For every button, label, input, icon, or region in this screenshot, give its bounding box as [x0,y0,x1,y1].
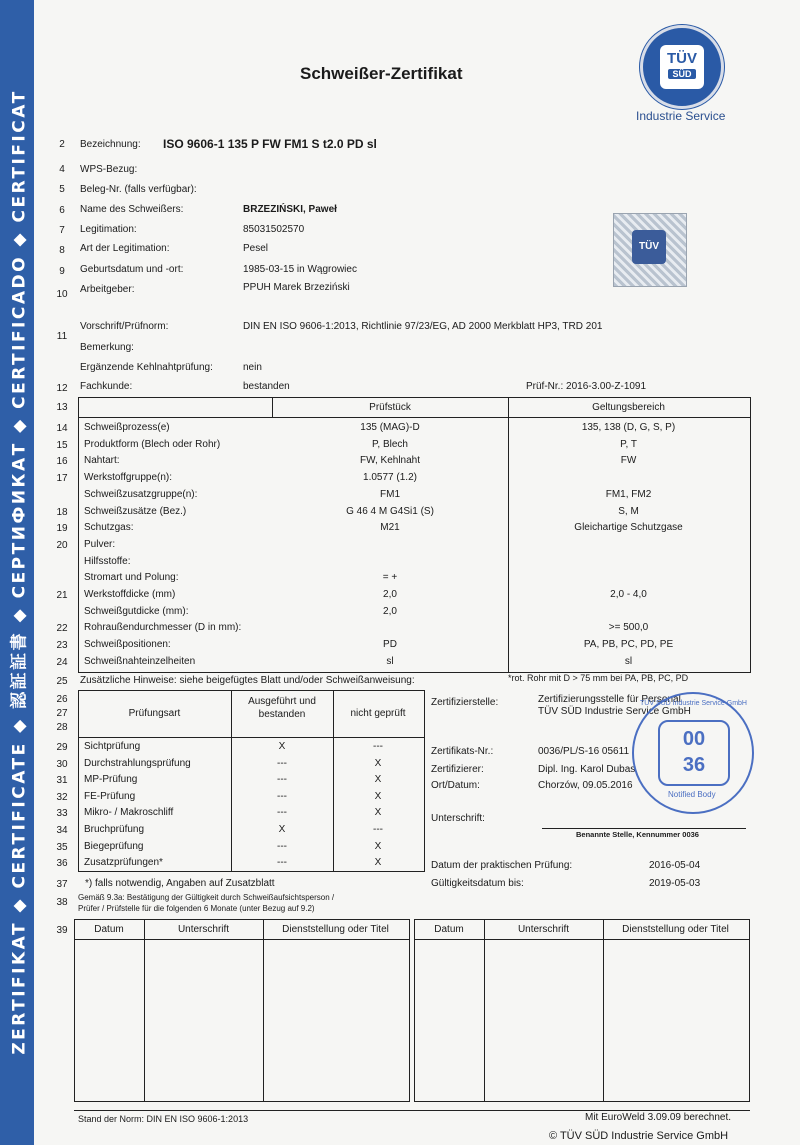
field-label: Bezeichnung: [80,139,141,150]
unterschrift-label: Unterschrift: [431,813,485,824]
pruefung-row-label: Mikro- / Makroschliff [84,807,174,819]
stamp-number-1: 00 [682,728,706,750]
footnote-text: *) falls notwendig, Angaben auf Zusatzblatt [85,878,275,889]
pruefung-cell-nicht-geprueft: X [374,774,382,786]
col-header-nicht-geprueft: nicht geprüft [350,708,406,719]
gueltigkeit-label: Gültigkeitsdatum bis: [431,878,524,889]
table-cell-pruefstueck: sl [386,656,394,667]
field-label: Art der Legitimation: [80,243,170,254]
pruefung-cell-nicht-geprueft: --- [373,741,383,752]
table-divider [603,919,604,1101]
line-number: 36 [56,858,68,870]
table-row-label: Schweißzusätze (Bez.) [84,506,187,517]
pruefung-cell-ausgefuehrt: --- [277,857,287,869]
table-divider [263,919,264,1101]
table-cell-pruefstueck: = + [382,572,398,583]
table-cell-pruefstueck: PD [383,639,397,650]
field-label: Geburtsdatum und -ort: [80,264,184,275]
table-cell-geltungsbereich: sl [624,656,633,667]
table-cell-pruefstueck: M21 [380,522,400,533]
ort-datum-value: Chorzów, 09.05.2016 [538,780,633,791]
stripe-text: ZERTIFIKAT ◆ CERTIFICATE ◆ 認証証書 ◆ СЕРТИФИКАТ ◆ CERTIFICADO ◆ CERTIFICAT [9,89,30,1055]
stamp-bottom-text: Notified Body [668,790,716,799]
stamp-number-box [658,720,730,786]
hologram-seal [613,213,687,287]
pruefung-cell-nicht-geprueft: X [374,807,382,819]
pruefung-cell-nicht-geprueft: --- [373,824,383,835]
logo-service-text: Industrie Service [636,109,726,123]
line-number: 10 [56,289,68,300]
gueltigkeit-value: 2019-05-03 [649,878,701,889]
line-number: 38 [56,897,68,908]
line-number: 23 [56,640,68,651]
table-cell-geltungsbereich: FW [620,455,637,466]
pruefung-cell-ausgefuehrt: --- [277,807,287,819]
sig-left-header-datum: Datum [94,924,124,935]
line-number: 31 [56,775,68,787]
table-divider [414,939,749,940]
tuv-logo [640,25,724,109]
table-divider [78,737,424,738]
sig-left-header-titel: Dienststellung oder Titel [282,924,389,935]
line-number: 7 [59,225,65,236]
line-number: 12 [56,383,68,394]
table-cell-pruefstueck: 1.0577 (1.2) [363,472,417,483]
table-row-label: Schweißzusatzgruppe(n): [84,489,198,500]
zertifizierer-label: Zertifizierer: [431,764,484,775]
pruefung-row-label: Biegeprüfung [84,840,144,852]
line-number: 21 [56,590,68,601]
line-number: 22 [56,623,68,634]
table-divider [78,417,750,418]
line-number: 35 [56,841,68,853]
line-number: 37 [56,879,68,890]
line-number: 6 [59,205,65,216]
line-number: 30 [56,758,68,770]
pruefung-row-label: Sichtprüfung [84,741,141,752]
table-row-label: Schweißgutdicke (mm): [84,606,189,617]
line-number: 33 [56,808,68,820]
field-label: Name des Schweißers: [80,204,184,215]
pruef-nr: Prüf-Nr.: 2016-3.00-Z-1091 [526,381,647,392]
table-cell-geltungsbereich: FM1, FM2 [605,489,652,500]
col-header-pruefstueck: Prüfstück [369,402,411,413]
kehlnaht-value: nein [243,362,262,373]
table-cell-pruefstueck: 2,0 [383,606,397,617]
line-number: 28 [56,722,68,733]
pruefung-cell-ausgefuehrt: X [278,741,286,752]
line-number: 16 [56,456,68,467]
table-row-label: Pulver: [84,539,116,550]
line-number: 14 [56,423,68,434]
verlaengerung-line-1: Gemäß 9.3a: Bestätigung der Gültigkeit durch Schweißaufsichtsperson / [78,893,335,902]
sig-right-header-unterschrift: Unterschrift [517,924,570,935]
line-number: 9 [59,266,65,277]
field-label: Beleg-Nr. (falls verfügbar): [80,184,197,195]
line-number: 39 [56,925,68,936]
field-value-legitimation: 85031502570 [243,224,305,235]
verlaengerung-line-2: Prüfer / Prüfstelle für die folgenden 6 Monate (unter Bezug auf 9.2) [78,904,315,913]
pruefung-cell-nicht-geprueft: X [374,857,382,869]
tuv-logo-sub: SÜD [668,69,696,79]
field-label: Arbeitgeber: [80,284,135,295]
pruefung-row-label: Durchstrahlungsprüfung [84,757,191,769]
benannte-stelle: Benannte Stelle, Kennummer 0036 [576,830,699,839]
line-number: 18 [56,507,68,518]
pruefung-cell-ausgefuehrt: --- [277,790,287,802]
sig-right-header-titel: Dienststellung oder Titel [622,924,729,935]
vorschrift-value: DIN EN ISO 9606-1:2013, Richtlinie 97/23/EG, AD 2000 Merkblatt HP3, TRD 201 [243,321,603,332]
hinweise-note: *rot. Rohr mit D > 75 mm bei PA, PB, PC, PD [508,673,689,683]
table-cell-geltungsbereich: S, M [618,506,639,517]
pruefung-cell-ausgefuehrt: X [278,824,286,835]
line-number: 13 [56,402,68,413]
line-number: 17 [56,473,68,484]
line-number: 5 [59,184,65,195]
zertifizierstelle-value-2: TÜV SÜD Industrie Service GmbH [538,706,691,717]
line-number: 26 [56,694,68,705]
kehlnaht-label: Ergänzende Kehlnahtprüfung: [80,362,213,373]
zertifizierer-value: Dipl. Ing. Karol Dubas [538,764,636,775]
line-number: 19 [56,523,68,534]
table-row-label: Werkstoffgruppe(n): [84,472,173,483]
table-cell-pruefstueck: 135 (MAG)-D [360,422,420,433]
sig-right-header-datum: Datum [434,924,464,935]
bemerkung-label: Bemerkung: [80,342,134,353]
pruefung-row-label: FE-Prüfung [84,790,136,802]
footer-euroweld: Mit EuroWeld 3.09.09 berechnet. [585,1112,732,1123]
pruefung-row-label: Zusatzprüfungen* [84,857,163,869]
footer-copyright: © TÜV SÜD Industrie Service GmbH [549,1130,729,1142]
table-cell-pruefstueck: 2,0 [383,589,397,600]
pruefung-cell-ausgefuehrt: --- [277,774,287,786]
table-divider [484,919,485,1101]
table-row-label: Schweißprozess(e) [84,422,170,433]
line-number: 25 [56,676,68,687]
tuv-logo-inner [660,45,704,89]
table-row-label: Stromart und Polung: [84,572,179,583]
table-cell-pruefstueck: P, Blech [372,439,408,450]
line-number: 8 [59,245,65,256]
footer-rule [74,1110,750,1111]
signature-table-right [414,919,750,1102]
footer-norm: Stand der Norm: DIN EN ISO 9606-1:2013 [78,1114,249,1124]
hologram-core [632,230,666,264]
hologram-text: TÜV [639,241,659,252]
table-cell-geltungsbereich: PA, PB, PC, PD, PE [583,639,674,650]
line-number: 24 [56,657,68,668]
zertifizierstelle-label: Zertifizierstelle: [431,697,499,708]
line-number: 20 [56,540,68,551]
table-cell-geltungsbereich: P, T [620,439,637,450]
table-row-label: Schweißnahteinzelheiten [84,656,196,667]
table-row-label: Hilfsstoffe: [84,556,131,567]
field-value-art: Pesel [243,243,269,254]
pruefung-cell-ausgefuehrt: --- [277,757,287,769]
table-row-label: Schutzgas: [84,522,134,533]
table-cell-pruefstueck: FW, Kehlnaht [359,455,421,466]
stamp-number-2: 36 [682,754,706,776]
fachkunde-value: bestanden [243,381,290,392]
line-number: 32 [56,791,68,803]
side-stripe [0,0,34,1145]
line-number: 15 [56,440,68,451]
fachkunde-label: Fachkunde: [80,381,133,392]
table-divider [74,939,409,940]
line-number: 29 [56,742,68,753]
field-label: WPS-Bezug: [80,164,138,175]
tuv-logo-name: TÜV [667,50,697,67]
table-cell-geltungsbereich: Gleichartige Schutzgase [574,522,683,533]
field-value-geburt: 1985-03-15 in Wągrowiec [243,264,357,275]
signature-table-left [74,919,410,1102]
datum-pruefung-label: Datum der praktischen Prüfung: [431,860,573,871]
line-number: 4 [59,164,65,175]
zertifikat-nr-label: Zertifikats-Nr.: [431,746,494,757]
notified-body-stamp [632,692,754,814]
field-value-arbeitgeber: PPUH Marek Brzeziński [243,282,350,293]
ort-datum-label: Ort/Datum: [431,780,480,791]
sig-left-header-unterschrift: Unterschrift [177,924,230,935]
pruefung-cell-nicht-geprueft: X [374,757,382,769]
table-cell-pruefstueck: FM1 [380,489,400,500]
pruefung-row-label: Bruchprüfung [84,824,145,835]
table-row-label: Schweißpositionen: [84,639,171,650]
table-divider [144,919,145,1101]
table-row-label: Nahtart: [84,455,120,466]
pruefung-cell-nicht-geprueft: X [374,840,382,852]
table-row-label: Rohraußendurchmesser (D in mm): [84,622,242,633]
table-cell-geltungsbereich: 135, 138 (D, G, S, P) [581,422,676,433]
signature-line [542,828,746,829]
field-label: Legitimation: [80,224,137,235]
col-header-ausgefuehrt: Ausgeführt und bestanden [248,696,316,720]
vorschrift-label: Vorschrift/Prüfnorm: [80,321,169,332]
table-cell-geltungsbereich: >= 500,0 [608,622,649,633]
stamp-top-text: TÜV SÜD Industrie Service GmbH [640,700,747,707]
table-cell-pruefstueck: G 46 4 M G4Si1 (S) [346,506,434,517]
field-value-bezeichnung: ISO 9606-1 135 P FW FM1 S t2.0 PD sl [163,137,377,151]
pruefung-row-label: MP-Prüfung [84,774,138,786]
table-cell-geltungsbereich: 2,0 - 4,0 [610,589,647,600]
page-title: Schweißer-Zertifikat [300,64,463,83]
field-value-name: BRZEZIŃSKI, Paweł [243,204,337,215]
line-number: 11 [56,331,68,342]
col-header-geltungsbereich: Geltungsbereich [592,402,665,413]
pruefung-cell-nicht-geprueft: X [374,790,382,802]
hinweise-label: Zusätzliche Hinweise: siehe beigefügtes Blatt und/oder Schweißanweisung: [80,675,415,686]
datum-pruefung-value: 2016-05-04 [649,860,701,871]
line-number: 2 [59,139,65,150]
zertifizierstelle-value-1: Zertifizierungsstelle für Personal [538,694,681,705]
col-header-pruefungsart: Prüfungsart [128,708,181,719]
line-number: 27 [56,708,68,719]
pruefung-cell-ausgefuehrt: --- [277,840,287,852]
table-row-label: Werkstoffdicke (mm) [84,589,176,600]
line-number: 34 [56,825,68,836]
table-row-label: Produktform (Blech oder Rohr) [84,439,221,450]
zertifikat-nr-value: 0036/PL/S-16 05611 [538,746,630,757]
